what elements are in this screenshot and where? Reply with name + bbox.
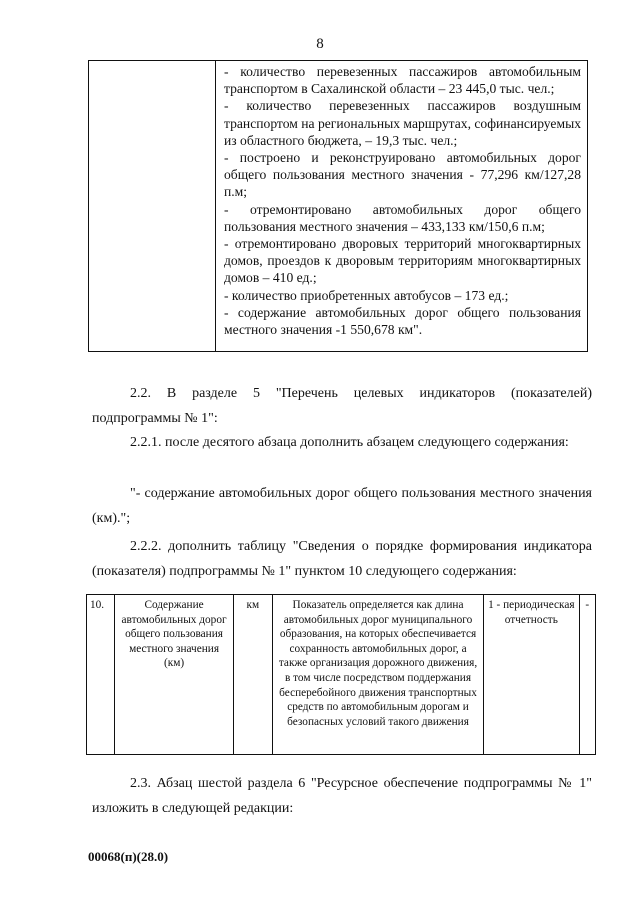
list-item: - содержание автомобильных дорог общего пользования местного значения -1 550,678 км". <box>224 304 581 338</box>
paragraph-quote: "- содержание автомобильных дорог общего пользования местного значения (км)."; <box>92 486 592 526</box>
page-number: 8 <box>316 36 324 52</box>
document-code: 00068(п)(28.0) <box>88 849 169 864</box>
list-item: - построено и реконструировано автомобильных дорог общего пользования местного значения - 77,296 км/127,28 п.м; <box>224 150 581 200</box>
cell-indicator-name: Содержание автомобильных дорог общего пользования местного значения (км) <box>115 595 234 755</box>
list-item: - отремонтировано автомобильных дорог общего пользования местного значения – 433,133 км/150,6 п.м; <box>224 201 581 234</box>
paragraph-2-2-1: 2.2.1. после десятого абзаца дополнить абзацем следующего содержания: <box>130 435 569 450</box>
continued-table <box>88 60 588 352</box>
cell-unit: км <box>233 595 272 755</box>
list-item: - количество приобретенных автобусов – 173 ед.; <box>224 287 509 303</box>
list-item: - отремонтировано дворовых территорий многоквартирных домов, проездов к дворовым территориям многоквартирных домов – 410 ед.; <box>224 236 581 286</box>
cell-periodicity: 1 - периодическая отчетность <box>484 595 579 755</box>
paragraph-2-2-2: 2.2.2. дополнить таблицу "Сведения о порядке формирования индикатора (показателя) подпрограммы № 1" пунктом 10 следующего содержания: <box>92 539 592 579</box>
cell-description: Показатель определяется как длина автомобильных дорог муниципального образования, на которых обеспечивается сохранность автомобильных дорог, а также организация дорожного движения, в том числе посредством поддержания бесперебойного движения транспортных средств по автомобильным дорогам и безопасных условий такого движения <box>272 595 483 755</box>
paragraph-2-3: 2.3. Абзац шестой раздела 6 "Ресурсное обеспечение подпрограммы № 1" изложить в следующей редакции: <box>92 776 592 816</box>
paragraph-2-2: 2.2. В разделе 5 "Перечень целевых индикаторов (показателей) подпрограммы № 1": <box>92 386 592 426</box>
table-row <box>87 595 596 755</box>
cell-extra: - <box>579 595 596 755</box>
indicator-table <box>86 594 596 755</box>
table-items-cell <box>216 61 587 351</box>
list-item: - количество перевезенных пассажиров воздушным транспортом на региональных маршрутах, софинансируемых из областного бюджета, – 19,3 тыс. чел.; <box>224 98 581 148</box>
cell-number: 10. <box>87 595 115 755</box>
table-empty-cell <box>89 61 216 351</box>
list-item: - количество перевезенных пассажиров автомобильным транспортом в Сахалинской области – 23 445,0 тыс. чел.; <box>224 64 581 97</box>
